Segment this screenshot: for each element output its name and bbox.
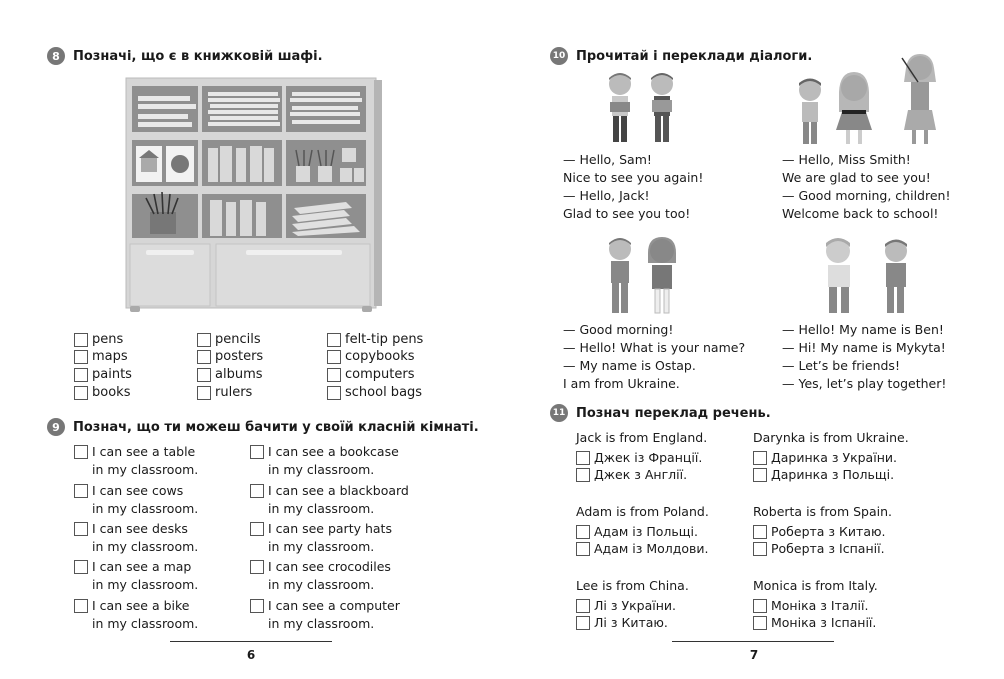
option-label: Моніка з Іспанії. (771, 615, 877, 630)
dialog-4 (782, 321, 946, 393)
dialog-line: — Yes, let’s play together! (782, 376, 947, 391)
translation-option[interactable] (576, 540, 709, 557)
task-instruction: Прочитай і переклади діалоги. (576, 48, 813, 64)
sentence-line: I can see a table (92, 444, 196, 459)
dialog-line: — Hello, Sam! (563, 152, 652, 167)
checkbox[interactable] (753, 468, 767, 482)
checkbox[interactable] (327, 350, 341, 364)
page-number: 6 (246, 648, 256, 662)
checkbox[interactable] (74, 560, 88, 574)
sentence-option[interactable] (250, 482, 409, 518)
task-number-badge: 9 (47, 418, 65, 436)
two-boys-friends-illustration (816, 235, 926, 320)
option-label: Роберта з Іспанії. (771, 541, 885, 556)
task-instruction: Позначі, що є в книжковій шафі. (73, 48, 323, 64)
checkbox[interactable] (753, 599, 767, 613)
checkbox-option[interactable] (327, 331, 423, 349)
checkbox-option[interactable] (197, 366, 263, 384)
task-instruction: Познач, що ти можеш бачити у своїй класній кімнаті. (73, 419, 479, 435)
sentence-option[interactable] (74, 558, 198, 594)
option-label: pens (92, 332, 124, 347)
task-number-badge: 10 (550, 47, 568, 65)
option-label: albums (215, 367, 263, 382)
translation-item (576, 429, 707, 483)
option-label: pencils (215, 332, 261, 347)
checkbox[interactable] (250, 445, 264, 459)
sentence-line: in my classroom. (268, 462, 375, 477)
checkbox-option[interactable] (74, 331, 123, 349)
checkbox[interactable] (74, 368, 88, 382)
translation-option[interactable] (576, 523, 709, 540)
checkbox[interactable] (576, 542, 590, 556)
checkbox[interactable] (753, 542, 767, 556)
dialog-2 (782, 151, 950, 223)
dialog-line: — Hello, Jack! (563, 188, 650, 203)
option-label: posters (215, 349, 264, 364)
translation-option[interactable] (753, 614, 878, 631)
option-label: school bags (345, 385, 423, 400)
sentence-line: I can see desks (92, 521, 188, 536)
task-number-badge: 11 (550, 404, 568, 422)
dialog-line: — Hi! My name is Mykyta! (782, 340, 946, 355)
option-label: Лі з України. (594, 598, 676, 613)
option-label: paints (92, 367, 132, 382)
checkbox-option[interactable] (74, 366, 132, 384)
task-number-badge: 8 (47, 47, 65, 65)
dialog-line: — Hello! My name is Ben! (782, 322, 944, 337)
checkbox-option[interactable] (197, 384, 252, 402)
translation-item (576, 503, 709, 557)
option-label: computers (345, 367, 415, 382)
english-sentence: Monica is from Italy. (753, 578, 878, 593)
sentence-line: I can see a computer (268, 598, 400, 613)
checkbox[interactable] (74, 599, 88, 613)
option-label: books (92, 385, 131, 400)
sentence-line: I can see a blackboard (268, 483, 409, 498)
checkbox-option[interactable] (327, 384, 422, 402)
task-11-title (550, 404, 771, 422)
dialog-line: — Hello, Miss Smith! (782, 152, 911, 167)
translation-option[interactable] (753, 449, 909, 466)
checkbox[interactable] (74, 350, 88, 364)
task-10-title (550, 47, 812, 65)
english-sentence: Darynka is from Ukraine. (753, 430, 909, 445)
sentence-line: in my classroom. (268, 539, 375, 554)
translation-option[interactable] (753, 466, 909, 483)
checkbox-option[interactable] (74, 384, 130, 402)
sentence-line: in my classroom. (92, 462, 199, 477)
sentence-option[interactable] (74, 482, 198, 518)
translation-item (753, 503, 892, 557)
checkbox[interactable] (250, 484, 264, 498)
option-label: maps (92, 349, 128, 364)
dialog-line: — Let’s be friends! (782, 358, 900, 373)
boy-and-girl-illustration (600, 235, 690, 320)
checkbox[interactable] (197, 368, 211, 382)
translation-option[interactable] (753, 597, 878, 614)
sentence-line: in my classroom. (268, 577, 375, 592)
task-9-title (47, 418, 479, 436)
checkbox[interactable] (197, 350, 211, 364)
option-label: Адам із Польщі. (594, 524, 698, 539)
sentence-option[interactable] (74, 597, 198, 633)
sentence-line: in my classroom. (268, 616, 375, 631)
checkbox[interactable] (250, 599, 264, 613)
checkbox[interactable] (74, 484, 88, 498)
option-label: Роберта з Китаю. (771, 524, 886, 539)
dialog-line: — Hello! What is your name? (563, 340, 746, 355)
translation-option[interactable] (576, 614, 689, 631)
sentence-option[interactable] (250, 520, 392, 556)
sentence-line: in my classroom. (92, 577, 199, 592)
option-label: Лі з Китаю. (594, 615, 668, 630)
dialog-line: Nice to see you again! (563, 170, 704, 185)
sentence-option[interactable] (250, 558, 391, 594)
translation-item (576, 577, 689, 631)
option-label: copybooks (345, 349, 415, 364)
teacher-and-children-illustration (792, 52, 952, 148)
two-boys-illustration (600, 70, 690, 148)
page-number: 7 (749, 648, 759, 662)
english-sentence: Lee is from China. (576, 578, 689, 593)
dialog-line: Glad to see you too! (563, 206, 691, 221)
bookcase-illustration (124, 76, 386, 316)
option-label: Адам із Молдови. (594, 541, 709, 556)
dialog-3 (563, 321, 745, 393)
sentence-line: I can see a bike (92, 598, 190, 613)
dialog-line: I am from Ukraine. (563, 376, 680, 391)
option-label: Джек із Франції. (594, 450, 703, 465)
checkbox[interactable] (250, 522, 264, 536)
option-label: Джек з Англії. (594, 467, 688, 482)
checkbox[interactable] (576, 616, 590, 630)
sentence-line: in my classroom. (92, 501, 199, 516)
translation-item (753, 429, 909, 483)
task-8-title (47, 47, 323, 65)
translation-option[interactable] (753, 523, 892, 540)
checkbox-option[interactable] (327, 366, 414, 384)
checkbox-option[interactable] (327, 348, 415, 366)
checkbox-option[interactable] (197, 348, 263, 366)
translation-option[interactable] (576, 466, 707, 483)
sentence-line: in my classroom. (92, 616, 199, 631)
sentence-line: I can see a map (92, 559, 192, 574)
checkbox[interactable] (197, 386, 211, 400)
checkbox[interactable] (74, 445, 88, 459)
checkbox[interactable] (576, 599, 590, 613)
dialog-line: Welcome back to school! (782, 206, 939, 221)
dialog-line: — Good morning, children! (782, 188, 951, 203)
checkbox[interactable] (197, 333, 211, 347)
option-label: Даринка з Польщі. (771, 467, 895, 482)
checkbox-option[interactable] (197, 331, 261, 349)
checkbox[interactable] (753, 451, 767, 465)
option-label: rulers (215, 385, 253, 400)
checkbox[interactable] (74, 522, 88, 536)
sentence-option[interactable] (250, 443, 399, 479)
translation-option[interactable] (576, 597, 689, 614)
checkbox[interactable] (74, 333, 88, 347)
dialog-1 (563, 151, 703, 223)
sentence-option[interactable] (74, 520, 198, 556)
dialog-line: We are glad to see you! (782, 170, 931, 185)
sentence-line: I can see party hats (268, 521, 392, 536)
footer-divider (672, 641, 834, 642)
checkbox[interactable] (576, 451, 590, 465)
sentence-line: I can see crocodiles (268, 559, 391, 574)
right-page (502, 0, 1004, 679)
checkbox[interactable] (753, 616, 767, 630)
checkbox[interactable] (576, 468, 590, 482)
checkbox[interactable] (250, 560, 264, 574)
checkbox[interactable] (327, 333, 341, 347)
option-label: Моніка з Італії. (771, 598, 869, 613)
checkbox[interactable] (576, 525, 590, 539)
translation-item (753, 577, 878, 631)
english-sentence: Roberta is from Spain. (753, 504, 892, 519)
sentence-line: in my classroom. (92, 539, 199, 554)
checkbox[interactable] (327, 368, 341, 382)
english-sentence: Adam is from Poland. (576, 504, 709, 519)
checkbox[interactable] (74, 386, 88, 400)
checkbox[interactable] (753, 525, 767, 539)
english-sentence: Jack is from England. (576, 430, 708, 445)
task-instruction: Познач переклад речень. (576, 405, 771, 421)
sentence-line: I can see a bookcase (268, 444, 399, 459)
checkbox[interactable] (327, 386, 341, 400)
option-label: felt-tip pens (345, 332, 424, 347)
option-label: Даринка з України. (771, 450, 897, 465)
sentence-line: I can see cows (92, 483, 184, 498)
footer-divider (170, 641, 332, 642)
translation-option[interactable] (753, 540, 892, 557)
sentence-line: in my classroom. (268, 501, 375, 516)
dialog-line: — My name is Ostap. (563, 358, 696, 373)
translation-option[interactable] (576, 449, 707, 466)
sentence-option[interactable] (250, 597, 400, 633)
sentence-option[interactable] (74, 443, 198, 479)
dialog-line: — Good morning! (563, 322, 674, 337)
checkbox-option[interactable] (74, 348, 128, 366)
